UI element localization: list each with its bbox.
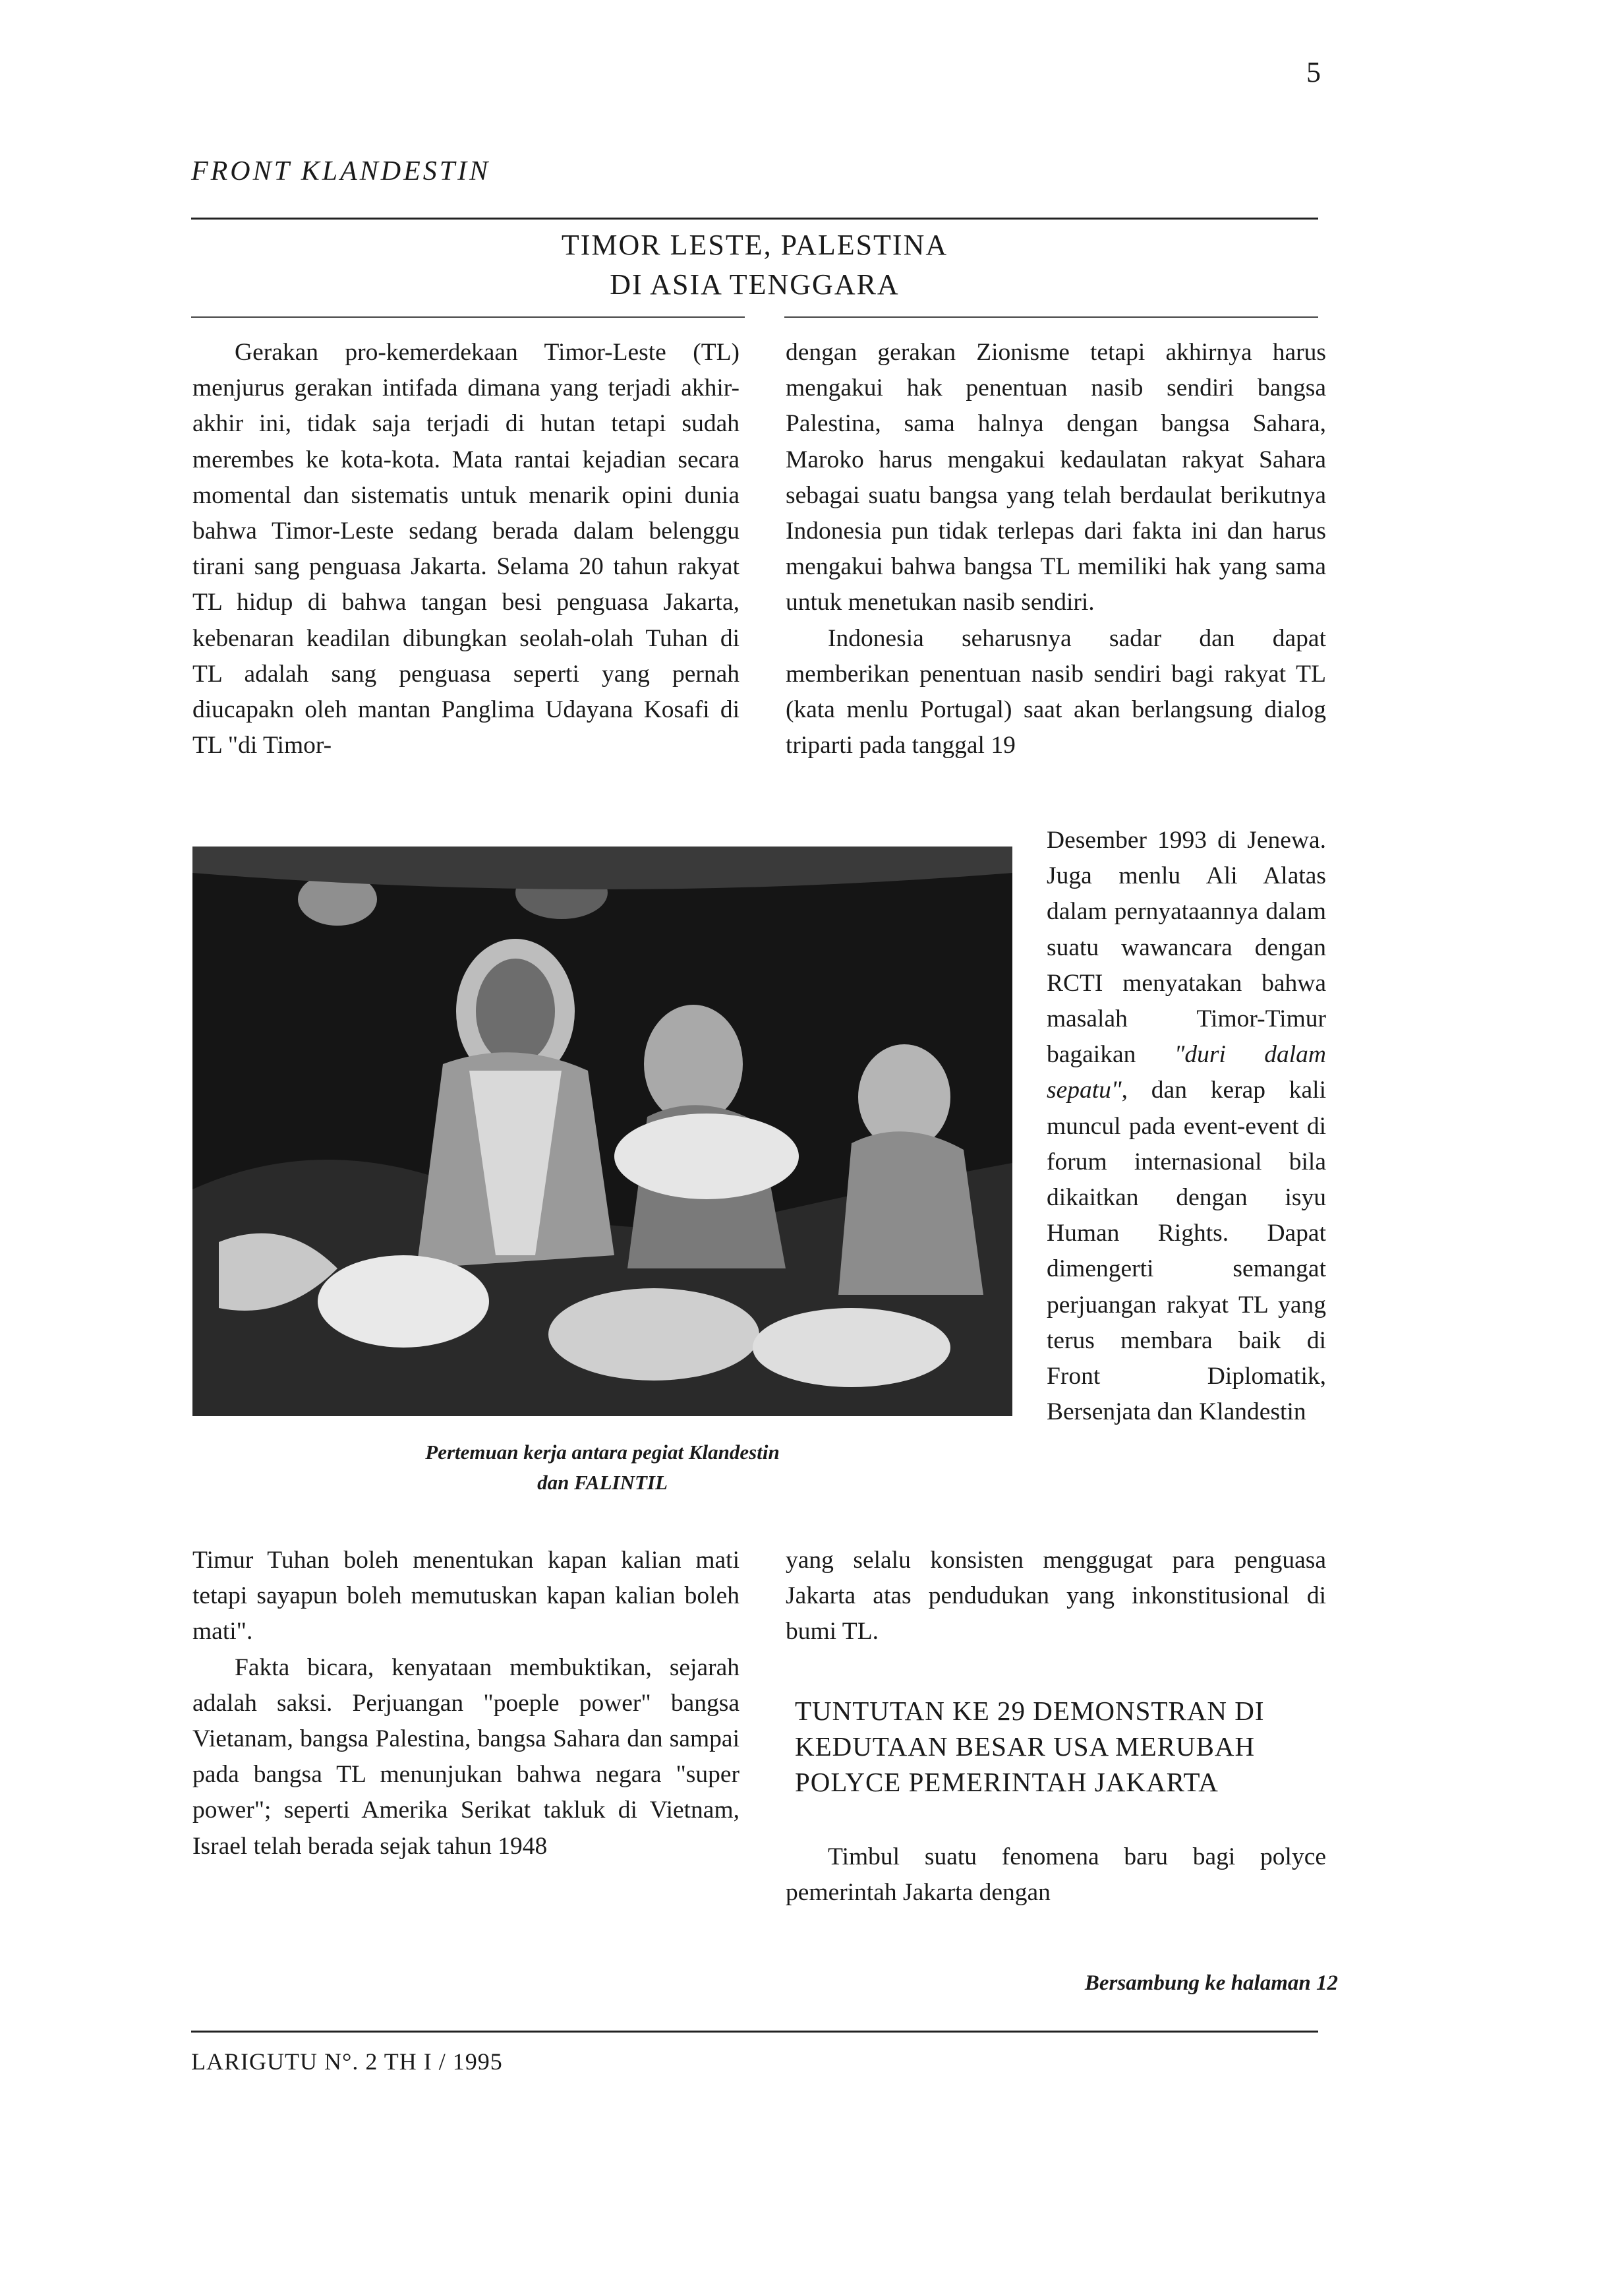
paragraph: Gerakan pro-kemerdekaan Timor-Leste (TL) menjurus gerakan intifada dimana yang terjadi akhir-akhir ini, tidak saja terjadi di hutan tetapi sudah merembes ke kota-kota. Mata rantai kejadian secara momental dan sistematis untuk menarik opini dunia bahwa Timor-Leste sedang berada dalam belenggu tirani sang penguasa Jakarta. Selama 20 tahun rakyat TL hidup di bahwa tangan besi penguasa Jakarta, kebenaran keadilan dibungkan seolah-olah Tuhan di TL adalah sang penguasa seperti yang pernah diucapakn oleh mantan Panglima Udayana Kosafi di TL "di Timor- — [192, 339, 740, 759]
wrap-text-quote: "duri dalam sepatu" — [1047, 1041, 1326, 1104]
wrap-column — [1047, 823, 1326, 1430]
second-article-heading: TUNTUTAN KE 29 DEMONSTRAN DI KEDUTAAN BESAR USA MERUBAH POLYCE PEMERINTAH JAKARTA — [795, 1696, 1265, 1797]
right-column-top — [786, 335, 1326, 763]
right-column-bottom — [786, 1543, 1326, 1650]
article-photo — [192, 847, 1012, 1416]
paragraph: Fakta bicara, kenyataan membuktikan, sejarah adalah saksi. Perjuangan "poeple power" bangsa Vietanam, bangsa Palestina, bangsa Sahara dan sampai pada bangsa TL menunjukan bahwa negara "super power"; seperti Amerika Serikat takluk di Vietnam, Israel telah berada sejak tahun 1948 — [192, 1653, 740, 1860]
continuation-note: Bersambung ke halaman 12 — [1084, 1971, 1338, 1995]
article-title — [191, 225, 1318, 305]
left-column-rule — [191, 316, 745, 318]
photo-caption-line1: Pertemuan kerja antara pegiat Klandestin — [425, 1441, 780, 1464]
footer-issue: LARIGUTU N°. 2 TH I / 1995 — [191, 2048, 503, 2075]
header-rule — [191, 218, 1318, 220]
second-article-body — [786, 1839, 1326, 1911]
left-column-top — [192, 335, 740, 763]
paragraph: yang selalu konsisten menggugat para penguasa Jakarta atas pendudukan yang inkonstitusional di bumi TL. — [786, 1547, 1326, 1646]
paragraph: Timbul suatu fenomena baru bagi polyce pemerintah Jakarta dengan — [786, 1843, 1326, 1907]
wrap-text-before: Desember 1993 di Jenewa. Juga menlu Ali Alatas dalam pernyataannya dalam suatu wawancara dengan RCTI menyatakan bahwa masalah Timor-Timur bagaikan — [1047, 827, 1326, 1069]
photo-caption-line2: dan FALINTIL — [537, 1471, 668, 1494]
right-column-rule — [784, 316, 1318, 318]
left-column-bottom — [192, 1543, 740, 1864]
footer-rule — [191, 2031, 1318, 2033]
paragraph: Timur Tuhan boleh menentukan kapan kalian mati tetapi sayapun boleh memutuskan kapan kalian boleh mati". — [192, 1547, 740, 1646]
article-title-line1: TIMOR LESTE, PALESTINA — [561, 229, 948, 261]
photo-illustration — [192, 847, 1012, 1416]
article-title-line2: DI ASIA TENGGARA — [610, 268, 900, 301]
paragraph: Indonesia seharusnya sadar dan dapat memberikan penentuan nasib sendiri bagi rakyat TL (kata menlu Portugal) saat akan berlangsung dialog triparti pada tanggal 19 — [786, 624, 1326, 759]
running-head: FRONT KLANDESTIN — [191, 156, 491, 187]
photo-caption — [192, 1437, 1012, 1498]
wrap-text-after: , dan kerap kali muncul pada event-event di forum internasional bila dikaitkan dengan isyu Human Rights. Dapat dimengerti semangat perjuangan rakyat TL yang terus membara baik di Front Diplomatik, Bersenjata dan Klandestin — [1047, 1077, 1326, 1426]
page-number: 5 — [1306, 56, 1321, 88]
paragraph: dengan gerakan Zionisme tetapi akhirnya harus mengakui hak penentuan nasib sendiri bangsa Palestina, sama halnya dengan bangsa Sahara, Maroko harus mengakui kedaulatan rakyat Sahara sebagai suatu bangsa yang telah berdaulat berikutnya Indonesia pun tidak terlepas dari fakta ini dan harus mengakui bahwa bangsa TL memiliki hak yang sama untuk menetukan nasib sendiri. — [786, 339, 1326, 616]
